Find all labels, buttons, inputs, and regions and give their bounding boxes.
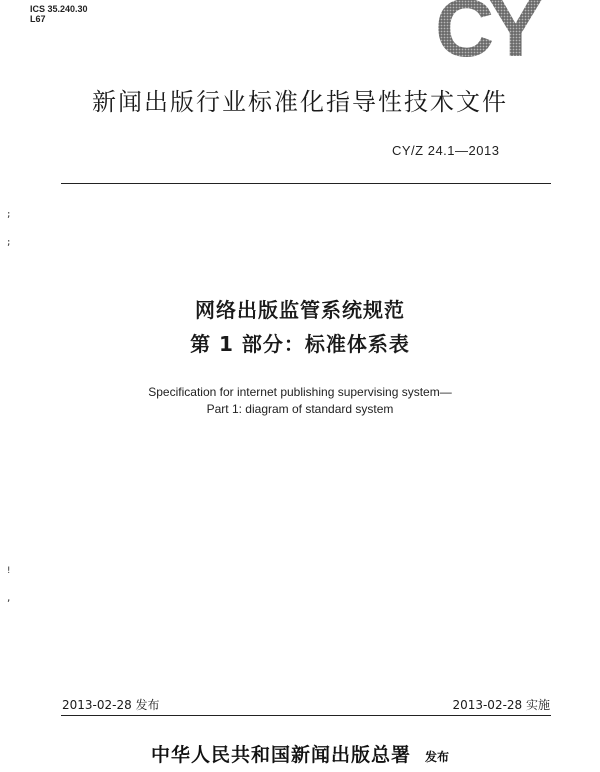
ccs-code: L67: [30, 14, 46, 24]
english-title-line-1: Specification for internet publishing supervising system—: [148, 385, 452, 399]
publisher-name: 中华人民共和国新闻出版总署: [150, 744, 411, 766]
margin-mark: ;: [6, 210, 12, 220]
logo-text: CY: [435, 0, 537, 58]
cy-logo-graphic: [386, 0, 586, 58]
cy-logo: [386, 0, 586, 58]
implementation-date: 2013-02-28 实施: [452, 698, 550, 712]
publisher-suffix: 发布: [425, 750, 450, 764]
issue-date: 2013-02-28 发布: [62, 698, 160, 712]
chinese-title-line-2: 第 1 部分：标准体系表: [190, 332, 410, 356]
margin-mark: ;: [6, 238, 12, 248]
margin-mark: ,: [6, 594, 12, 604]
document-series-title: 新闻出版行业标准化指导性技术文件: [92, 88, 508, 116]
ics-code: ICS 35.240.30: [30, 4, 88, 14]
english-title-line-2: Part 1: diagram of standard system: [206, 402, 394, 416]
divider-bottom: [61, 715, 551, 716]
chinese-title-line-1: 网络出版监管系统规范: [195, 298, 405, 322]
standard-number: CY/Z 24.1—2013: [392, 143, 500, 158]
margin-mark: !: [6, 566, 12, 576]
classification-codes: [30, 4, 88, 24]
divider-top: [61, 183, 551, 184]
publisher-line: [0, 740, 600, 767]
